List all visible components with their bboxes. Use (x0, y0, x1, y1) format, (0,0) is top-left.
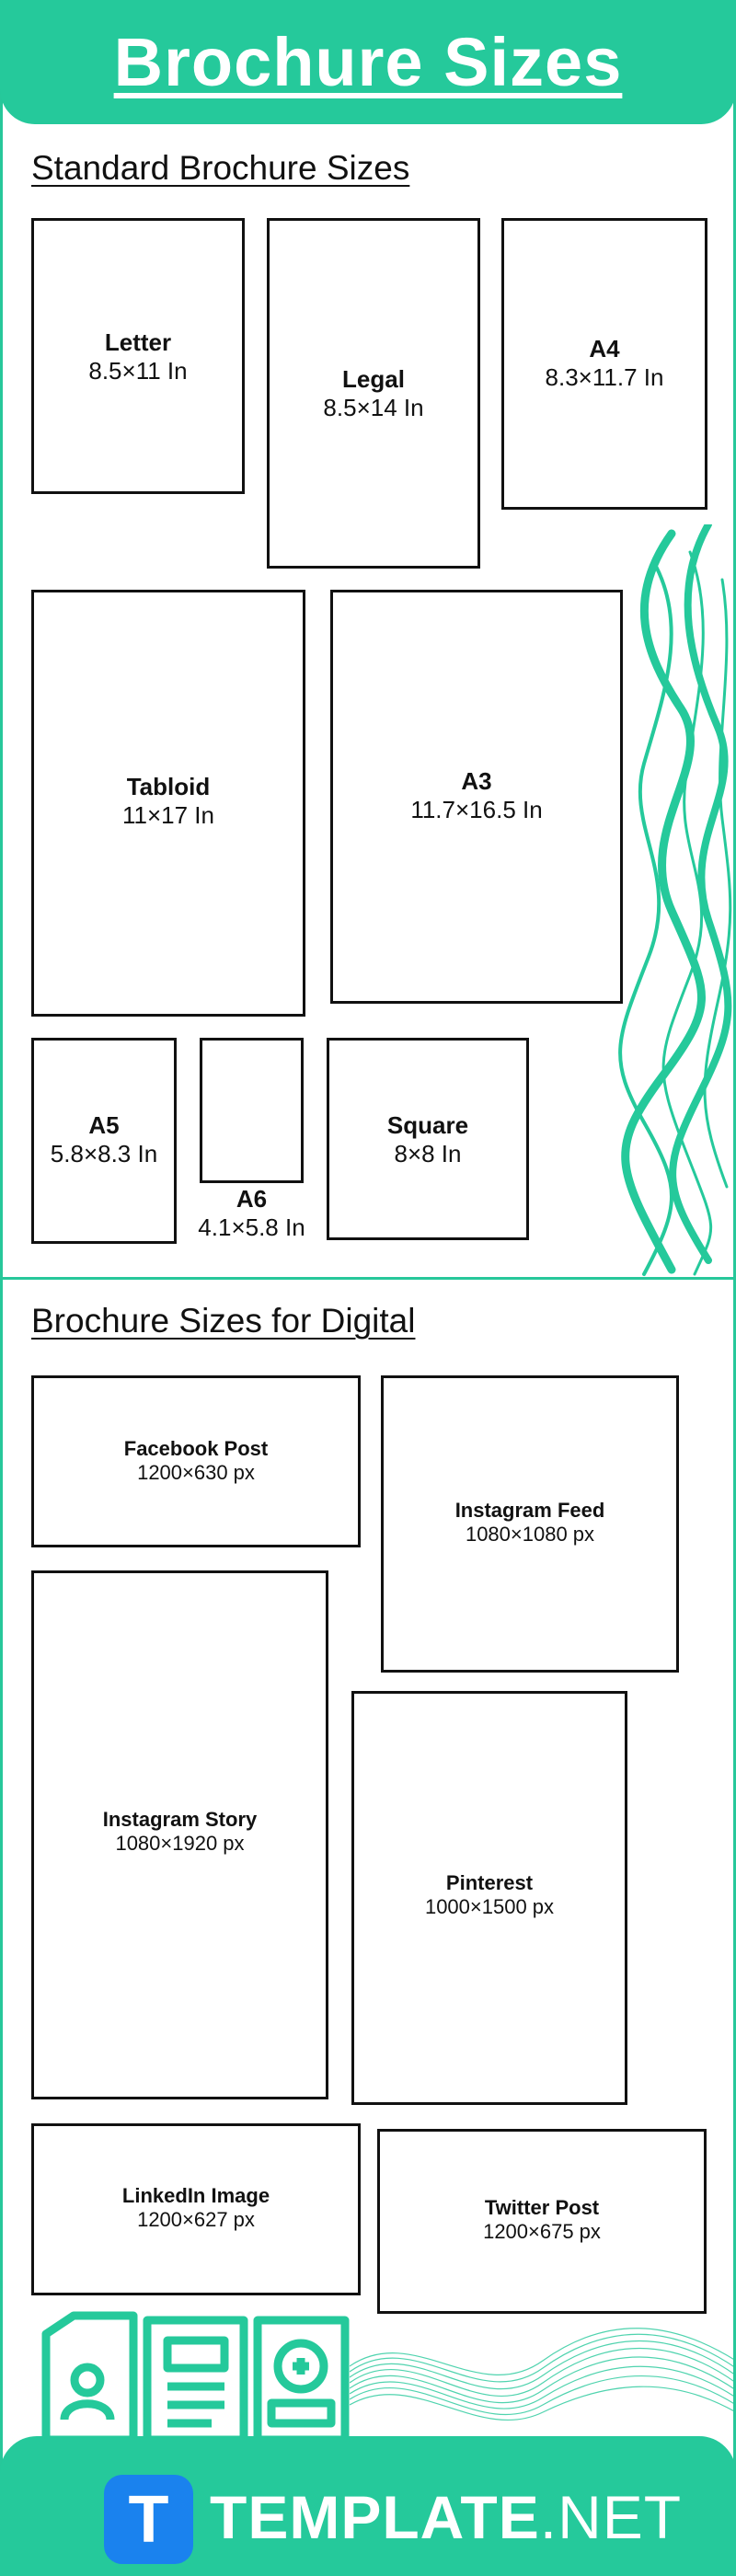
size-dims: 8.5×11 In (88, 357, 188, 385)
digital-section-heading: Brochure Sizes for Digital (31, 1302, 416, 1340)
header-banner (0, 0, 736, 124)
size-dims: 8.3×11.7 In (545, 363, 664, 392)
size-label-a6 (178, 1185, 326, 1242)
size-name: A6 (236, 1185, 268, 1213)
size-label-legal (267, 365, 480, 422)
size-label-linkedin-image (31, 2184, 361, 2233)
person-icon (75, 2367, 100, 2393)
brand-wordmark[interactable] (210, 2480, 682, 2554)
document-icon (46, 2316, 133, 2440)
size-name: A4 (589, 335, 620, 362)
decorative-wave-graphic (607, 524, 736, 1279)
size-label-twitter-post (377, 2196, 707, 2245)
size-label-a4 (501, 335, 707, 392)
size-label-a5 (31, 1111, 177, 1168)
size-dims: 11×17 In (121, 801, 214, 830)
brand-suffix: .NET (539, 2483, 683, 2551)
size-name: LinkedIn Image (121, 2184, 270, 2207)
size-dims: 1080×1920 px (115, 1832, 245, 1856)
template-logo-icon[interactable] (104, 2475, 193, 2564)
size-dims: 1080×1080 px (465, 1523, 595, 1547)
size-box-a6 (200, 1038, 304, 1183)
size-dims: 1000×1500 px (424, 1895, 555, 1919)
decorative-line-waves (350, 2318, 736, 2447)
size-dims: 4.1×5.8 In (198, 1213, 305, 1242)
size-label-pinterest (351, 1871, 627, 1920)
size-dims: 1200×630 px (137, 1461, 255, 1485)
section-divider (0, 1277, 736, 1280)
document-icons-decoration (37, 2311, 350, 2449)
size-name: Square (386, 1111, 469, 1139)
form-icon (167, 2340, 224, 2368)
size-name: Pinterest (445, 1871, 534, 1894)
size-dims: 5.8×8.3 In (50, 1140, 158, 1168)
logo-letter: T (128, 2482, 169, 2557)
size-dims: 1200×675 px (483, 2220, 601, 2244)
size-label-tabloid (31, 773, 305, 830)
size-dims: 8.5×14 In (323, 394, 424, 422)
size-name: Twitter Post (484, 2196, 600, 2219)
brand-main: TEMPLATE (210, 2483, 540, 2551)
size-label-letter (31, 328, 245, 385)
size-name: Instagram Story (102, 1808, 258, 1831)
size-label-instagram-story (31, 1808, 328, 1857)
size-dims: 1200×627 px (137, 2208, 255, 2232)
size-name: Instagram Feed (454, 1499, 605, 1522)
size-name: Facebook Post (123, 1437, 269, 1460)
size-dims: 8×8 In (394, 1140, 462, 1168)
size-name: Tabloid (126, 773, 211, 800)
size-name: A5 (88, 1111, 120, 1139)
size-dims: 11.7×16.5 In (410, 796, 543, 824)
size-label-instagram-feed (381, 1499, 679, 1547)
size-label-facebook-post (31, 1437, 361, 1486)
page-title: Brochure Sizes (113, 24, 623, 100)
size-label-a3 (330, 767, 623, 824)
size-label-square (327, 1111, 529, 1168)
standard-section-heading: Standard Brochure Sizes (31, 149, 410, 187)
size-name: A3 (461, 767, 492, 795)
size-name: Letter (104, 328, 172, 356)
size-name: Legal (342, 365, 405, 393)
